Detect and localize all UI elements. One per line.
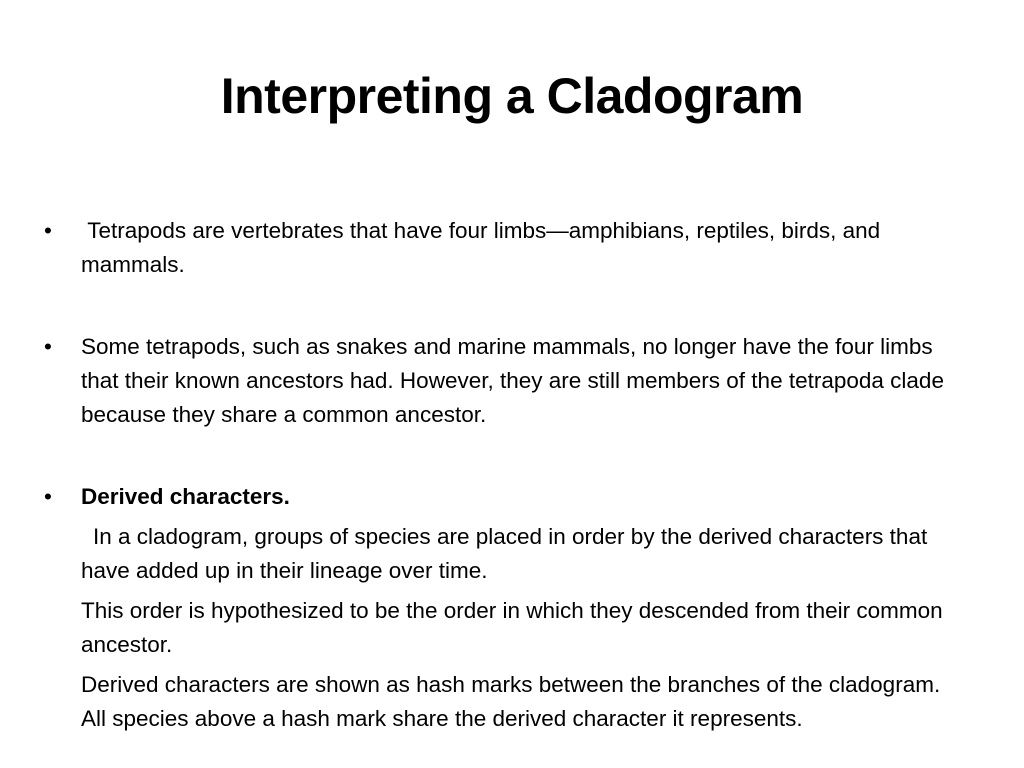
bullet-icon: • xyxy=(44,484,52,509)
bullet-text: Tetrapods are vertebrates that have four limbs—amphibians, reptiles, birds, and mammals. xyxy=(81,218,887,277)
sub-paragraph-text: This order is hypothesized to be the order in which they descended from their common ancestor. xyxy=(81,598,943,657)
sub-paragraph xyxy=(44,520,944,588)
sub-paragraph xyxy=(44,594,944,662)
sub-paragraph-text: In a cladogram, groups of species are placed in order by the derived characters that have added up in their lineage over time. xyxy=(81,524,928,583)
bullet-heading: Derived characters. xyxy=(81,484,290,509)
bullet-item-derived-characters xyxy=(44,480,944,514)
sub-paragraph xyxy=(44,668,944,736)
bullet-text: Some tetrapods, such as snakes and marine mammals, no longer have the four limbs that their known ancestors had. However, they are still members of the tetrapoda clade because they share a common ancestor. xyxy=(81,334,944,427)
bullet-icon: • xyxy=(44,334,52,359)
sub-paragraph-text: Derived characters are shown as hash marks between the branches of the cladogram. All species above a hash mark share the derived character it represents. xyxy=(81,672,941,731)
bullet-item-tetrapods xyxy=(44,214,944,282)
bullet-icon: • xyxy=(44,218,52,243)
slide-title: Interpreting a Cladogram xyxy=(220,68,804,124)
slide-body xyxy=(44,214,944,736)
bullet-item-some-tetrapods xyxy=(44,330,944,432)
